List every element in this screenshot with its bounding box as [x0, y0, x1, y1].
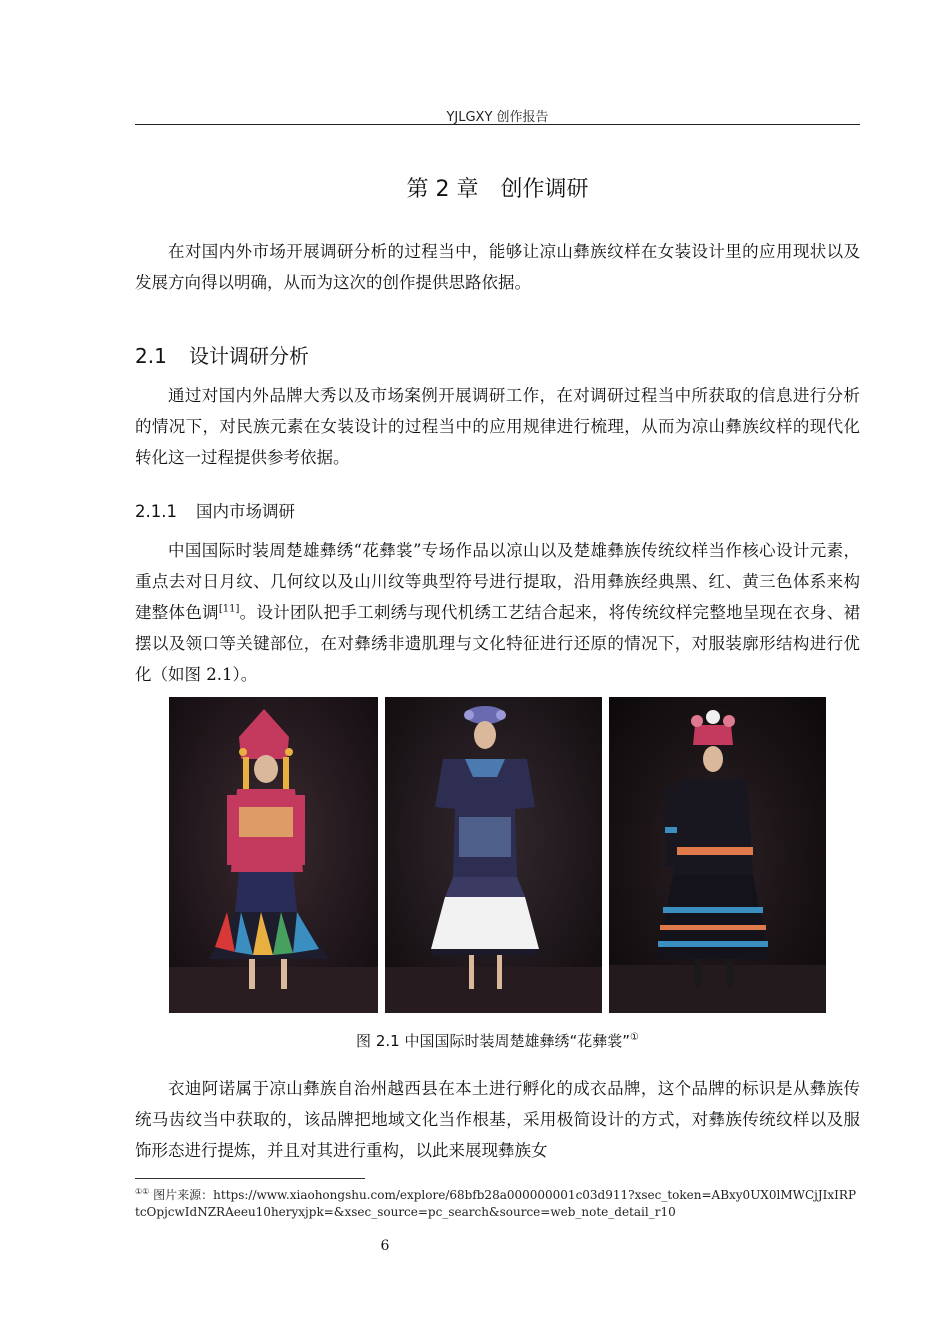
paragraph-text-b: 。设计团队把手工刺绣与现代机绣工艺结合起来，将传统纹样完整地呈现在衣身、裙摆以及领口等关键部位，在对彝绣非遗肌理与文化特征进行还原的情况下，对服装廓形结构进行优化（如图 2.1）。: [135, 603, 861, 684]
runway-model-3-image: [609, 697, 826, 1013]
subsection-paragraph: [135, 535, 860, 690]
paragraph-2: 衣迪阿诺属于凉山彝族自治州越西县在本土进行孵化的成衣品牌，这个品牌的标识是从彝族传统马齿纹当中获取的，该品牌把地域文化当作根基，采用极简设计的方式，对彝族传统纹样以及服饰形态进行提炼，并且对其进行重构，以此来展现彝族女: [135, 1079, 860, 1160]
running-header: YJLGXY 创作报告: [446, 110, 549, 125]
paragraph-text-a: 中国国际时装周楚雄彝绣“花彝裳”专场作品以凉山以及楚雄彝族传统纹样当作核心设计元素，重点去对日月纹、几何纹以及山川纹等典型符号进行提取，沿用彝族经典黑、红、黄三色体系来构建整体色调: [135, 541, 860, 622]
intro-paragraph: 在对国内外市场开展调研分析的过程当中，能够让凉山彝族纹样在女装设计里的应用现状以及发展方向得以明确，从而为这次的创作提供思路依据。: [135, 242, 860, 292]
figure-caption-text: 图 2.1 中国国际时装周楚雄彝绣“花彝裳”: [356, 1032, 630, 1050]
citation-marker: [11]: [218, 603, 240, 615]
header-rule: [135, 124, 860, 125]
chapter-title: 第 2 章 创作调研: [406, 177, 589, 202]
subsection-title: 国内市场调研: [196, 502, 295, 521]
footnote-rule: [135, 1178, 365, 1179]
section-paragraph: 通过对国内外品牌大秀以及市场案例开展调研工作，在对调研过程当中所获取的信息进行分析的情况下，对民族元素在女装设计的过程当中的应用规律进行梳理，从而为凉山彝族纹样的现代化转化这一过程提供参考依据。: [135, 386, 860, 467]
figure-photo-1: [169, 697, 378, 1013]
footnote: [135, 1187, 860, 1221]
figure-photo-2: [385, 697, 602, 1013]
page-number: 6: [380, 1238, 390, 1254]
footnote-text: 图片来源：https://www.xiaohongshu.com/explore/68bfb28a000000001c03d911?xsec_token=ABxy0UX0lMWCjJIxIRPtcOpjcwIdNZRAeeu10heryxjpk=&xsec_source=pc_search&source=web_note_detail_r10: [135, 1188, 857, 1219]
section-heading: [135, 340, 309, 369]
section-number: 2.1: [135, 344, 167, 368]
section-title: 设计调研分析: [189, 344, 309, 368]
runway-model-2-image: [385, 697, 602, 1013]
subsection-number: 2.1.1: [135, 502, 177, 521]
caption-footnote-mark: ①: [629, 1032, 639, 1043]
runway-model-1-image: [169, 697, 378, 1013]
subsection-heading: [135, 498, 295, 522]
figure-caption: [135, 1030, 860, 1051]
footnote-mark: ①①: [135, 1187, 150, 1196]
figure-photo-3: [609, 697, 826, 1013]
